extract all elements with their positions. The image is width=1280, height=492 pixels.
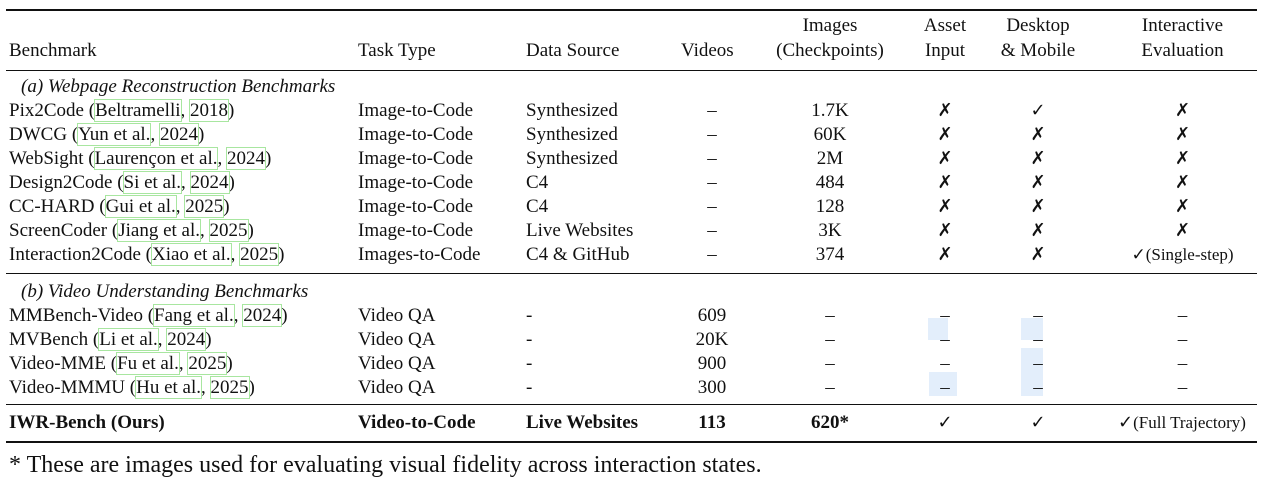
desktop-mobile-cell: ✗ [1030, 172, 1046, 193]
interactive-eval-cell: ✗ [1174, 148, 1191, 169]
citation-close: ) [226, 353, 233, 374]
asset-input-cell: ✗ [937, 148, 953, 169]
task-type-cell: Image-to-Code [358, 172, 474, 193]
benchmark-cell [9, 99, 234, 123]
header-images-line1: Images [802, 15, 858, 36]
check-icon: ✓ [1118, 412, 1134, 433]
citation-separator: , [217, 148, 227, 169]
citation-close: ) [228, 172, 235, 193]
videos-cell: – [707, 244, 717, 265]
citation-author-link[interactable]: Beltramelli [95, 100, 181, 121]
header-benchmark: Benchmark [9, 40, 97, 61]
header-videos: Videos [681, 40, 734, 61]
benchmark-name: Video-MMMU [9, 377, 126, 398]
interactive-eval-cell: ✗ [1174, 100, 1191, 121]
header-desktop-mobile [988, 15, 1088, 62]
desktop-mobile-cell: ✓ [1030, 100, 1046, 121]
citation-year-link[interactable]: 2025 [210, 377, 249, 398]
interactive-eval-cell: ✗ [1174, 172, 1191, 193]
citation-author-link[interactable]: Fang et al. [154, 305, 234, 326]
section-divider-rule [6, 273, 1257, 274]
citation-close: ) [247, 220, 254, 241]
citation-year-link[interactable]: 2018 [190, 100, 229, 121]
interactive-eval-cell: – [1177, 353, 1188, 374]
desktop-mobile-cell: – [1033, 353, 1043, 374]
desktop-mobile-cell: – [1033, 305, 1043, 326]
ours-divider-rule [6, 404, 1257, 405]
asset-input-cell: ✓ [937, 412, 953, 433]
asset-input-cell: ✗ [937, 220, 953, 241]
citation-author-link[interactable]: Gui et al. [105, 196, 176, 217]
header-rule [6, 70, 1257, 71]
citation-year-link[interactable]: 2024 [243, 305, 282, 326]
interactive-eval-cell: ✗ [1174, 196, 1191, 217]
table-row [0, 219, 1280, 243]
asset-input-cell: ✗ [937, 172, 953, 193]
images-cell: 60K [813, 124, 847, 145]
task-type-cell: Video QA [358, 305, 436, 326]
citation-close: ) [228, 100, 235, 121]
benchmark-cell [9, 219, 254, 243]
citation-open: ( [107, 220, 119, 241]
citation-year-link[interactable]: 2025 [209, 220, 248, 241]
task-type-cell: Image-to-Code [358, 100, 474, 121]
desktop-mobile-cell: ✗ [1030, 148, 1046, 169]
data-source-cell: - [526, 353, 533, 374]
images-cell: – [825, 305, 835, 326]
header-desktop-line2: & Mobile [1000, 40, 1076, 61]
benchmark-name: CC-HARD [9, 196, 95, 217]
data-source-cell: C4 [526, 196, 549, 217]
benchmark-cell [9, 352, 233, 376]
asset-input-cell: – [940, 305, 950, 326]
citation-open: ( [88, 329, 100, 350]
asset-input-cell: – [940, 329, 950, 350]
citation-open: ( [142, 305, 155, 326]
videos-cell: – [707, 124, 717, 145]
header-interactive-evaluation [1110, 15, 1255, 62]
citation-close: ) [278, 244, 285, 265]
header-desktop-line1: Desktop [1006, 15, 1070, 36]
images-cell: – [825, 353, 835, 374]
citation-year-link[interactable]: 2024 [167, 329, 206, 350]
citation-author-link[interactable]: Yun et al. [78, 124, 151, 145]
citation-separator: , [150, 124, 160, 145]
citation-separator: , [230, 244, 241, 265]
data-source-cell: Synthesized [526, 100, 618, 121]
header-images-line2: (Checkpoints) [776, 40, 884, 61]
table-row [0, 328, 1280, 352]
videos-cell: – [707, 172, 717, 193]
citation-separator: , [157, 329, 168, 350]
table-row-ours [0, 411, 1280, 435]
top-rule [6, 9, 1257, 11]
citation-author-link[interactable]: Hu et al. [136, 377, 202, 398]
header-asset-line1: Asset [923, 15, 967, 36]
benchmark-name: Video-MME [9, 353, 107, 374]
citation-open: ( [83, 100, 96, 121]
benchmark-name: DWCG [9, 124, 68, 145]
citation-close: ) [197, 124, 205, 145]
benchmark-cell [9, 171, 235, 195]
data-source-cell: Synthesized [526, 148, 618, 169]
data-source-cell: - [526, 377, 533, 398]
videos-cell: – [707, 196, 717, 217]
data-source-cell: Synthesized [526, 124, 618, 145]
desktop-mobile-cell: – [1033, 377, 1043, 398]
citation-separator: , [200, 220, 210, 241]
images-cell: 3K [818, 220, 842, 241]
table-row [0, 99, 1280, 123]
citation-author-link[interactable]: Si et al. [123, 172, 182, 193]
benchmark-name: MVBench [9, 329, 89, 350]
citation-close: ) [223, 196, 230, 217]
table-row [0, 304, 1280, 328]
citation-open: ( [67, 124, 79, 145]
citation-close: ) [205, 329, 212, 350]
images-cell: 128 [815, 196, 845, 217]
table-row [0, 171, 1280, 195]
header-asset-line2: Input [924, 40, 966, 61]
videos-cell: – [707, 100, 717, 121]
interactive-eval-cell [1102, 411, 1262, 435]
images-cell: – [825, 377, 835, 398]
videos-cell: – [707, 148, 717, 169]
task-type-cell: Images-to-Code [358, 244, 481, 265]
benchmark-cell [9, 195, 230, 219]
citation-open: ( [94, 196, 106, 217]
citation-close: ) [281, 305, 288, 326]
images-cell: – [825, 329, 835, 350]
citation-open: ( [112, 172, 124, 193]
benchmark-name: Pix2Code [9, 100, 84, 121]
benchmark-cell [9, 147, 271, 171]
desktop-mobile-cell: ✗ [1030, 196, 1046, 217]
benchmark-cell [9, 243, 284, 267]
desktop-mobile-cell: – [1033, 329, 1043, 350]
citation-year-link[interactable]: 2025 [188, 353, 227, 374]
data-source-cell: - [526, 305, 533, 326]
data-source-cell: Live Websites [526, 220, 634, 241]
task-type-cell: Video QA [358, 377, 436, 398]
videos-cell: 300 [697, 377, 727, 398]
header-images [760, 15, 900, 62]
images-cell: 620* [811, 412, 849, 433]
task-type-cell: Image-to-Code [358, 220, 474, 241]
table-row [0, 195, 1280, 219]
header-asset-input [905, 15, 985, 62]
desktop-mobile-cell: ✗ [1030, 244, 1046, 265]
interactive-eval-cell: – [1177, 329, 1188, 350]
citation-separator: , [181, 172, 191, 193]
citation-open: ( [140, 244, 152, 265]
header-interactive-line2: Evaluation [1141, 40, 1224, 61]
benchmark-cell: IWR-Bench (Ours) [9, 412, 165, 433]
interactive-note: (Full Trajectory) [1133, 413, 1246, 432]
videos-cell: 20K [695, 329, 729, 350]
citation-open: ( [125, 377, 137, 398]
citation-close: ) [248, 377, 255, 398]
images-cell: 2M [816, 148, 844, 169]
citation-author-link[interactable]: Li et al. [99, 329, 158, 350]
task-type-cell: Image-to-Code [358, 124, 474, 145]
citation-separator: , [233, 305, 244, 326]
header-interactive-line1: Interactive [1141, 15, 1224, 36]
citation-year-link[interactable]: 2025 [240, 244, 279, 265]
data-source-cell: Live Websites [526, 412, 639, 433]
asset-input-cell: ✗ [937, 100, 953, 121]
table-row [0, 376, 1280, 400]
task-type-cell: Image-to-Code [358, 196, 474, 217]
header-data-source: Data Source [526, 40, 620, 61]
desktop-mobile-cell: ✗ [1030, 124, 1046, 145]
videos-cell: 609 [697, 305, 727, 326]
table-row [0, 243, 1280, 267]
citation-year-link[interactable]: 2024 [226, 148, 265, 169]
data-source-cell: - [526, 329, 533, 350]
benchmark-name: Interaction2Code [9, 244, 141, 265]
task-type-cell: Video-to-Code [358, 412, 476, 433]
asset-input-cell: ✗ [937, 196, 953, 217]
benchmark-cell [9, 376, 255, 400]
desktop-mobile-cell: ✗ [1030, 220, 1046, 241]
images-cell: 1.7K [811, 100, 849, 121]
interactive-eval-cell: ✗ [1174, 220, 1191, 241]
task-type-cell: Image-to-Code [358, 148, 474, 169]
asset-input-cell: – [940, 377, 950, 398]
citation-author-link[interactable]: Jiang et al. [118, 220, 200, 241]
citation-year-link[interactable]: 2024 [159, 124, 198, 145]
citation-separator: , [175, 196, 186, 217]
bottom-rule [6, 441, 1257, 443]
benchmark-cell [9, 304, 288, 328]
benchmark-name: Design2Code [9, 172, 113, 193]
citation-author-link[interactable]: Fu et al. [117, 353, 179, 374]
section-title-video: (b) Video Understanding Benchmarks [21, 281, 309, 302]
benchmark-cell [9, 328, 212, 352]
citation-separator: , [201, 377, 211, 398]
citation-year-link[interactable]: 2024 [190, 172, 229, 193]
asset-input-cell: ✗ [937, 124, 953, 145]
interactive-eval-cell: – [1177, 377, 1188, 398]
videos-cell: – [707, 220, 717, 241]
videos-cell: 113 [698, 412, 726, 433]
citation-author-link[interactable]: Xiao et al. [151, 244, 231, 265]
table-row [0, 352, 1280, 376]
interactive-eval-cell: ✗ [1174, 124, 1191, 145]
images-cell: 374 [815, 244, 845, 265]
table-row [0, 123, 1280, 147]
benchmark-name: ScreenCoder [9, 220, 108, 241]
citation-author-link[interactable]: Laurençon et al. [94, 148, 218, 169]
citation-open: ( [83, 148, 95, 169]
interactive-eval-cell: – [1177, 305, 1188, 326]
data-source-cell: C4 [526, 172, 549, 193]
citation-year-link[interactable]: 2025 [185, 196, 224, 217]
header-task-type: Task Type [358, 40, 436, 61]
footnote: * These are images used for evaluating visual fidelity across interaction states. [9, 452, 762, 478]
citation-separator: , [180, 100, 191, 121]
citation-close: ) [264, 148, 272, 169]
citation-separator: , [178, 353, 189, 374]
asset-input-cell: – [940, 353, 950, 374]
data-source-cell: C4 & GitHub [526, 244, 630, 265]
benchmark-name: MMBench-Video [9, 305, 143, 326]
videos-cell: 900 [697, 353, 727, 374]
table-row [0, 147, 1280, 171]
desktop-mobile-cell: ✓ [1030, 412, 1046, 433]
asset-input-cell: ✗ [937, 244, 953, 265]
benchmark-cell [9, 123, 204, 147]
benchmark-name: WebSight [9, 148, 84, 169]
section-title-webpage: (a) Webpage Reconstruction Benchmarks [21, 76, 336, 97]
images-cell: 484 [815, 172, 845, 193]
citation-open: ( [106, 353, 118, 374]
task-type-cell: Video QA [358, 353, 436, 374]
task-type-cell: Video QA [358, 329, 436, 350]
interactive-eval-cell: ✓(Single-step) [1131, 245, 1234, 264]
